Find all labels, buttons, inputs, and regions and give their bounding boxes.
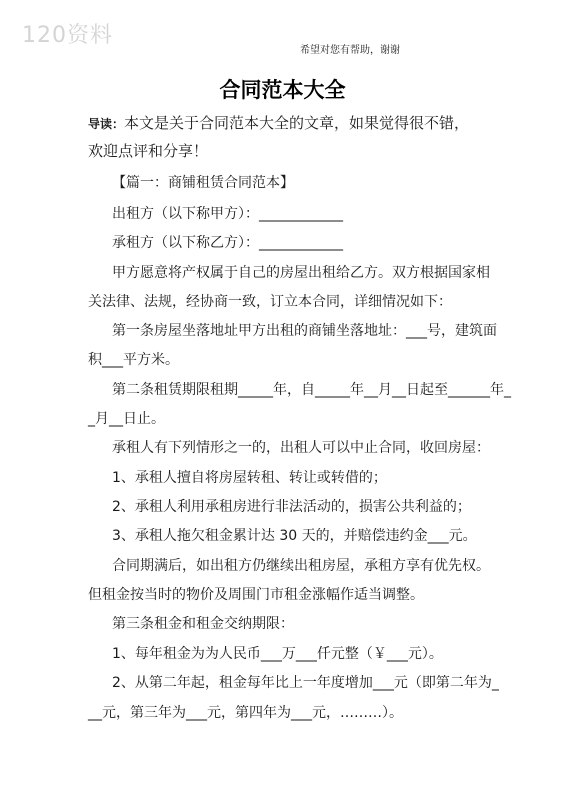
termination-item: 3、承租人拖欠租金累计达 30 天的，并赔偿违约金___元。 <box>112 528 477 544</box>
lessee-line: 承租方（以下称乙方）：____________ <box>112 235 343 251</box>
rent-item: 1、每年租金为为人民币___万___仟元整（￥___元）。 <box>112 646 443 662</box>
termination-item: 2、承租人利用承租房进行非法活动的，损害公共利益的； <box>112 499 471 515</box>
body-text-line: 合同期满后，如出租方仍继续出租房屋，承租方享有优先权。 <box>112 558 490 574</box>
intro-text: 本文是关于合同范本大全的文章，如果觉得很不错， <box>124 114 470 132</box>
article-2-line: _月__日止。 <box>88 411 165 427</box>
article-2-line: 第二条租赁期限租期_____年，自_____年__月__日起至______年_ <box>112 382 511 398</box>
section-heading: 【篇一：商铺租赁合同范本】 <box>112 175 294 191</box>
intro-label: 导读： <box>88 117 125 131</box>
body-text-line: 但租金按当时的物价及周围门市租金涨幅作适当调整。 <box>88 587 424 603</box>
intro-line-2: 欢迎点评和分享！ <box>88 142 209 160</box>
lessor-line: 出租方（以下称甲方）：____________ <box>112 206 343 222</box>
rent-item: __元，第三年为___元，第四年为___元，………）。 <box>88 705 403 721</box>
termination-intro: 承租人有下列情形之一的，出租人可以中止合同，收回房屋： <box>112 440 490 456</box>
body-text-line: 关法律、法规，经协商一致，订立本合同，详细情况如下： <box>88 294 452 310</box>
body-text-line: 甲方愿意将产权属于自己的房屋出租给乙方。双方根据国家相 <box>112 265 490 281</box>
article-1-line: 第一条房屋坐落地址甲方出租的商铺坐落地址：___号，建筑面 <box>112 323 497 339</box>
intro-line-1 <box>88 112 469 133</box>
article-3-heading: 第三条租金和租金交纳期限： <box>112 616 294 632</box>
termination-item: 1、承租人擅自将房屋转租、转让或转借的； <box>112 470 387 486</box>
rent-item: 2、从第二年起，租金每年比上一年度增加___元（即第二年为_ <box>112 675 499 691</box>
document-title: 合同范本大全 <box>219 78 346 102</box>
article-1-line: 积___平方米。 <box>88 352 179 368</box>
watermark-logo: 120资料 <box>22 23 113 48</box>
header-note: 希望对您有帮助，谢谢 <box>300 45 400 56</box>
